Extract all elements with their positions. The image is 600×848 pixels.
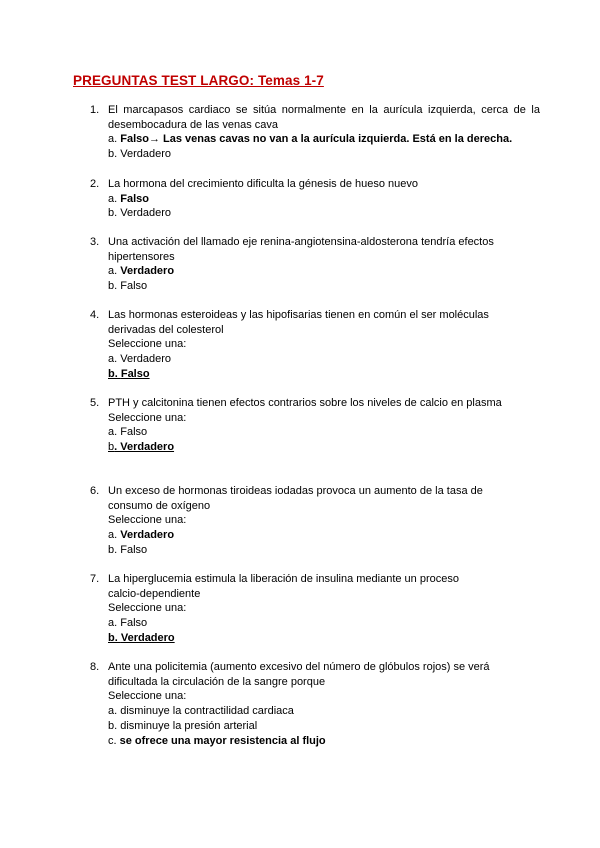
option-label: . Verdadero xyxy=(114,441,175,454)
option-label: Falso xyxy=(120,367,150,380)
option-label: Verdadero xyxy=(120,529,175,542)
question-number: 6. xyxy=(90,485,100,497)
option-b xyxy=(108,367,540,382)
option-prefix: b xyxy=(108,441,115,454)
question-text: La hormona del crecimiento dificulta la génesis de hueso nuevo xyxy=(108,178,419,190)
option-prefix: b. xyxy=(108,148,121,161)
option-prefix: a. xyxy=(108,617,121,630)
option-prefix: b. xyxy=(108,719,121,732)
option-label: disminuye la presión arterial xyxy=(120,719,258,732)
option-b xyxy=(108,631,540,646)
question-text: La hiperglucemia estimula la liberación de insulina mediante un proceso calcio-dependiente xyxy=(108,573,459,600)
option-prefix: a. xyxy=(108,265,121,278)
option-prefix: b. xyxy=(108,631,121,644)
question-text: PTH y calcitonina tienen efectos contrarios sobre los niveles de calcio en plasma xyxy=(108,397,502,409)
option-b xyxy=(108,543,540,558)
document-title: PREGUNTAS TEST LARGO: Temas 1-7 xyxy=(73,73,324,88)
question-text: Una activación del llamado eje renina-angiotensina-aldosterona tendría efectos hipertensores xyxy=(108,236,494,263)
question-number: 3. xyxy=(90,236,100,248)
select-prompt: Seleccione una: xyxy=(108,690,187,703)
question-3 xyxy=(90,235,540,294)
option-a xyxy=(108,616,540,631)
option-label: Verdadero xyxy=(120,631,175,644)
select-prompt: Seleccione una: xyxy=(108,602,187,615)
question-1 xyxy=(90,103,540,162)
option-b xyxy=(108,719,540,734)
option-a xyxy=(108,352,540,367)
option-a xyxy=(108,528,540,543)
option-b xyxy=(108,279,540,294)
option-prefix: b. xyxy=(108,367,121,380)
option-prefix: a. xyxy=(108,705,121,718)
option-prefix: a. xyxy=(108,353,121,366)
option-label: disminuye la contractilidad cardiaca xyxy=(120,705,294,718)
option-prefix: b. xyxy=(108,543,121,556)
option-explanation: → Las venas cavas no van a la aurícula izquierda. Está en la derecha. xyxy=(148,133,513,146)
option-prefix: a. xyxy=(108,133,121,146)
option-prefix: b. xyxy=(108,207,121,220)
option-b xyxy=(108,440,540,455)
question-number: 7. xyxy=(90,573,100,585)
question-4 xyxy=(90,308,540,382)
option-a xyxy=(108,264,540,279)
question-7 xyxy=(90,572,540,646)
question-text: Las hormonas esteroideas y las hipofisarias tienen en común el ser moléculas derivadas del colesterol xyxy=(108,309,489,336)
option-label: Falso xyxy=(120,133,149,146)
question-number: 1. xyxy=(90,104,100,116)
option-a xyxy=(108,425,540,440)
question-text: Ante una policitemia (aumento excesivo del número de glóbulos rojos) se verá dificultada la circulación de la sangre porque xyxy=(108,661,490,688)
option-label: Falso xyxy=(120,192,149,205)
option-prefix: c. xyxy=(108,734,120,747)
question-text: Un exceso de hormonas tiroideas iodadas provoca un aumento de la tasa de consumo de oxígeno xyxy=(108,485,483,512)
option-a xyxy=(108,192,540,207)
option-a xyxy=(108,132,540,147)
question-number: 4. xyxy=(90,309,100,321)
question-number: 5. xyxy=(90,397,100,409)
option-label: Falso xyxy=(120,543,148,556)
option-prefix: b. xyxy=(108,280,121,293)
option-a xyxy=(108,704,540,719)
option-label: Verdadero xyxy=(120,148,171,161)
option-prefix: a. xyxy=(108,529,121,542)
question-number: 2. xyxy=(90,178,100,190)
question-2 xyxy=(90,177,540,221)
option-prefix: a. xyxy=(108,426,121,439)
question-6 xyxy=(90,484,540,558)
question-text: El marcapasos cardiaco se sitúa normalmente en la aurícula izquierda, cerca de la desembocadura de las venas cava xyxy=(108,104,540,131)
option-label: Verdadero xyxy=(120,207,171,220)
select-prompt: Seleccione una: xyxy=(108,411,187,424)
option-label: Verdadero xyxy=(120,265,175,278)
option-label: Falso xyxy=(120,280,148,293)
select-prompt: Seleccione una: xyxy=(108,514,187,527)
option-b xyxy=(108,147,540,162)
question-5 xyxy=(90,396,540,455)
option-label: Verdadero xyxy=(120,353,171,366)
question-number: 8. xyxy=(90,661,100,673)
option-b xyxy=(108,206,540,221)
option-label: se ofrece una mayor resistencia al flujo xyxy=(119,734,326,747)
option-label: Falso xyxy=(120,426,148,439)
option-c xyxy=(108,734,540,749)
option-label: Falso xyxy=(120,617,148,630)
select-prompt: Seleccione una: xyxy=(108,338,187,351)
option-prefix: a. xyxy=(108,192,121,205)
question-8 xyxy=(90,660,540,748)
